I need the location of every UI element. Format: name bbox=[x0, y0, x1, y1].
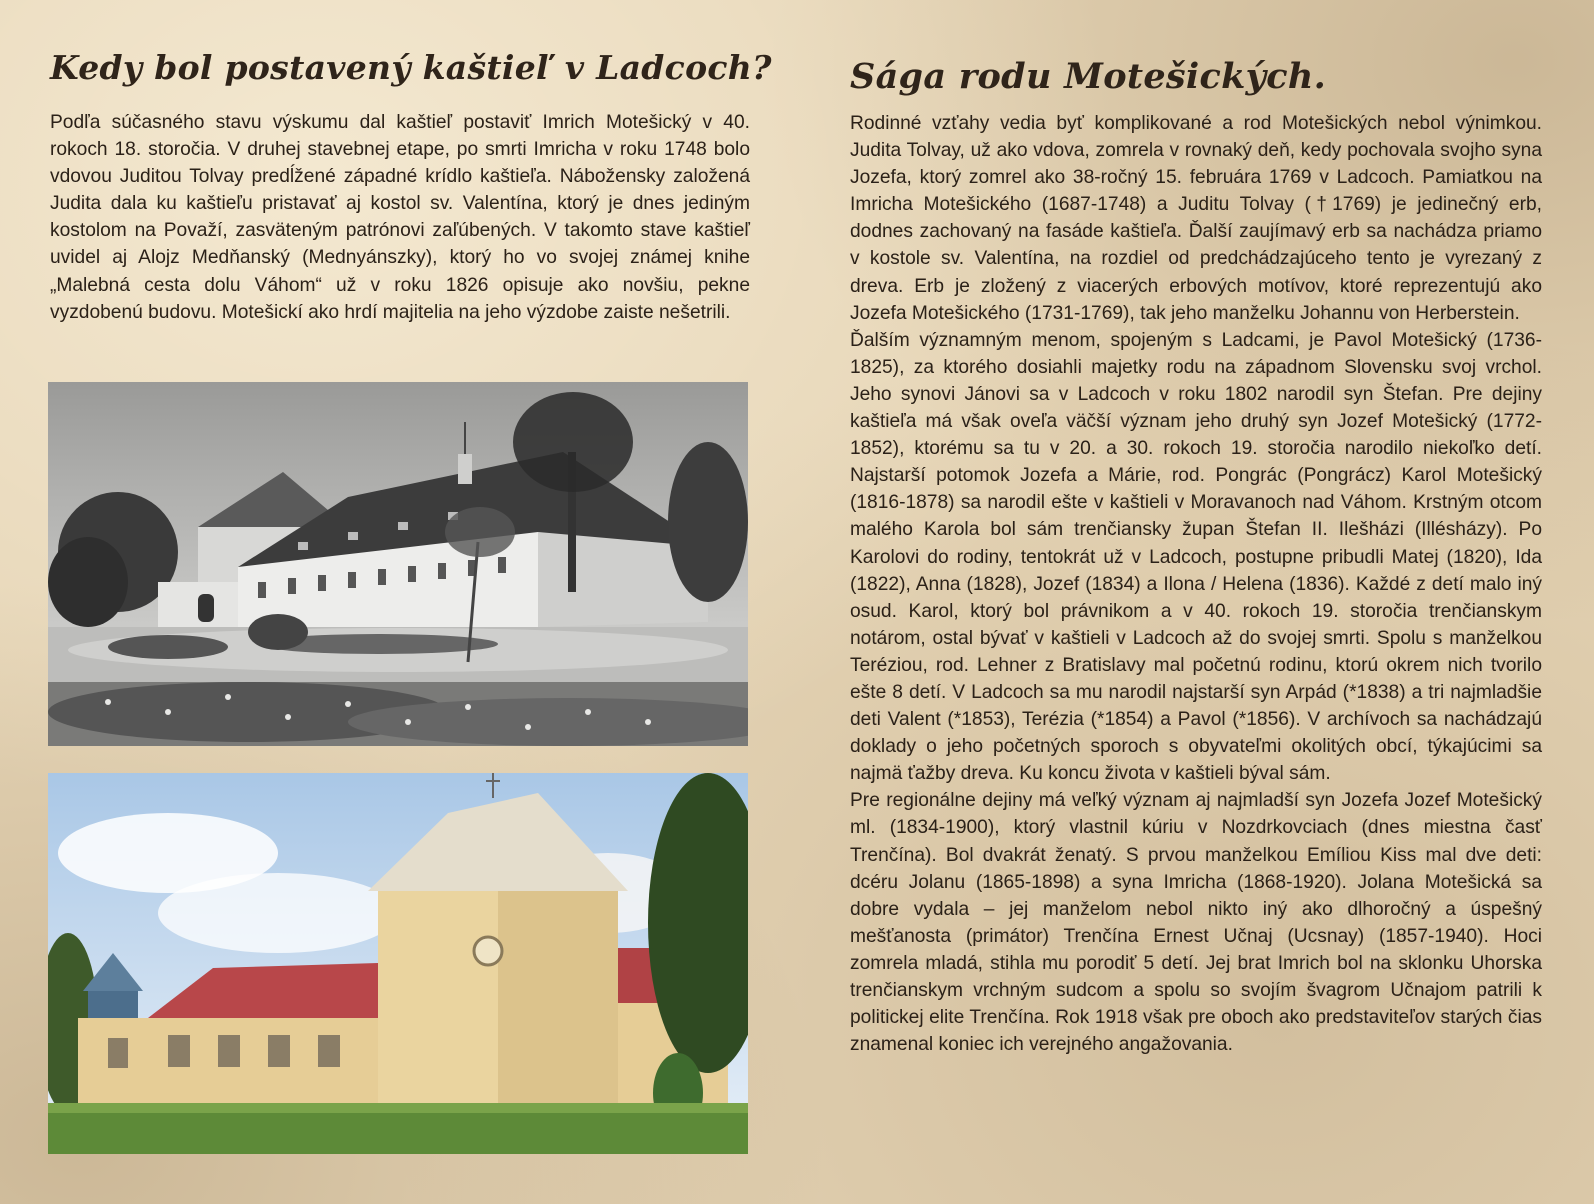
family-saga-text bbox=[850, 110, 1542, 1058]
castle-paragraph: Podľa súčasného stavu výskumu dal kaštieľ postaviť Imrich Motešický v 40. rokoch 18. storočia. V druhej stavebnej etape, po smrti Imricha v roku 1748 bolo vdovou Juditou Tolvay predĺžené západné krídlo kaštieľa. Nábožensky založená Judita dala ku kaštieľu pristavať aj kostol sv. Valentína, ktorý je dnes jediným kostolom na Považí, zasväteným patrónovi zaľúbených. V takomto stave kaštieľ uvidel aj Alojz Medňanský (Mednyánszky), ktorý ho vo svojej známej knihe „Malebná cesta dolu Váhom“ už v roku 1826 opisuje ako novšiu, pekne vyzdobenú budovu. Motešickí ako hrdí majitelia na jeho výzdobe zaiste nešetrili. bbox=[50, 112, 750, 323]
saga-paragraph-1: Rodinné vzťahy vedia byť komplikované a rod Motešických nebol výnimkou. Judita Tolvay, už ako vdova, zomrela v rovnaký deň, kedy pochovala svojho syna Jozefa, ktorý zomrel ako 38-ročný 15. februára 1769 v Ladcoch. Pamiatkou na Imricha Motešického (1687-1748) a Juditu Tolvay (†1769) je jedinečný erb, dodnes zachovaný na fasáde kaštieľa. Ďalší zaujímavý erb sa nachádza priamo v kostole sv. Valentína, na rozdiel od predchádzajúceho tento je vyrezaný z dreva. Erb je zložený z viacerých erbových motívov, ktoré reprezentujú ako Jozefa Motešického (1731-1769), tak jeho manželku Johannu von Herberstein. bbox=[850, 113, 1542, 324]
historic-castle-photo bbox=[48, 382, 748, 746]
family-saga-heading: Sága rodu Motešických. bbox=[850, 56, 1327, 97]
saga-paragraph-3: Pre regionálne dejiny má veľký význam aj najmladší syn Jozefa Jozef Motešický ml. (1834-1900), ktorý vlastnil kúriu v Nozdrkovciach (dnes miestna časť Trenčína). Bol dvakrát ženatý. S prvou manželkou Emíliou Kiss mal dve deti: dcéru Jolanu (1865-1898) a syna Imricha (1868-1920). Jolana Motešická sa dobre vydala – jej manželom nebol nikto iný ako dlhoročný a úspešný mešťanosta (primátor) Trenčína Ernest Učnaj (Ucsnay) (1857-1940). Hoci zomrela mladá, stihla mu porodiť 5 detí. Jej brat Imrich bol na sklonku Uhorska trenčianskym vrchným sudcom a spolu so svojím švagrom Učnajom patrili k politickej elite Trenčína. Rok 1918 však pre oboch ako predstaviteľov starých čias znamenal koniec ich verejného angažovania. bbox=[850, 790, 1542, 1056]
castle-heading: Kedy bol postavený kaštieľ v Ladcoch? bbox=[50, 48, 772, 87]
modern-castle-church-photo bbox=[48, 773, 748, 1154]
saga-paragraph-2: Ďalším významným menom, spojeným s Ladcami, je Pavol Motešický (1736-1825), za ktorého dosiahli majetky rodu na západnom Slovensku svoj vrchol. Jeho synovi Jánovi sa v Ladcoch v roku 1802 narodil syn Štefan. Pre dejiny kaštieľa má však oveľa väčší význam jeho druhý syn Jozef Motešický (1772-1852), ktorému sa tu v 20. a 30. rokoch 19. storočia narodilo niekoľko detí. Najstarší potomok Jozefa a Márie, rod. Pongrác (Pongrácz) Karol Motešický (1816-1878) sa narodil ešte v kaštieli v Moravanoch nad Váhom. Krstným otcom malého Karola bol sám trenčiansky župan Štefan II. Ilešházi (Illésházy). Po Karolovi do rodiny, tentokrát už v Ladcoch, postupne pribudli Matej (1820), Ida (1822), Anna (1828), Jozef (1834) a Ilona / Helena (1836). Každé z detí malo iný osud. Karol, ktorý bol právnikom a v 40. rokoch 19. storočia trenčianskym notárom, ostal bývať v kaštieli v Ladcoch až do svojej smrti. Spolu s manželkou Teréziou, rod. Lehner z Bratislavy mal početnú rodinu, ktorú okrem nich tvorilo ešte 8 detí. V Ladcoch sa mu narodil najstarší syn Arpád (*1838) a tri najmladšie deti Valent (*1853), Terézia (*1854) a Pavol (*1856). V archívoch sa nachádzajú doklady o jeho početných sporoch s obyvateľmi okolitých obcí, týkajúcimi sa najmä ťažby dreva. Ku koncu života v kaštieli býval sám. bbox=[850, 329, 1542, 785]
